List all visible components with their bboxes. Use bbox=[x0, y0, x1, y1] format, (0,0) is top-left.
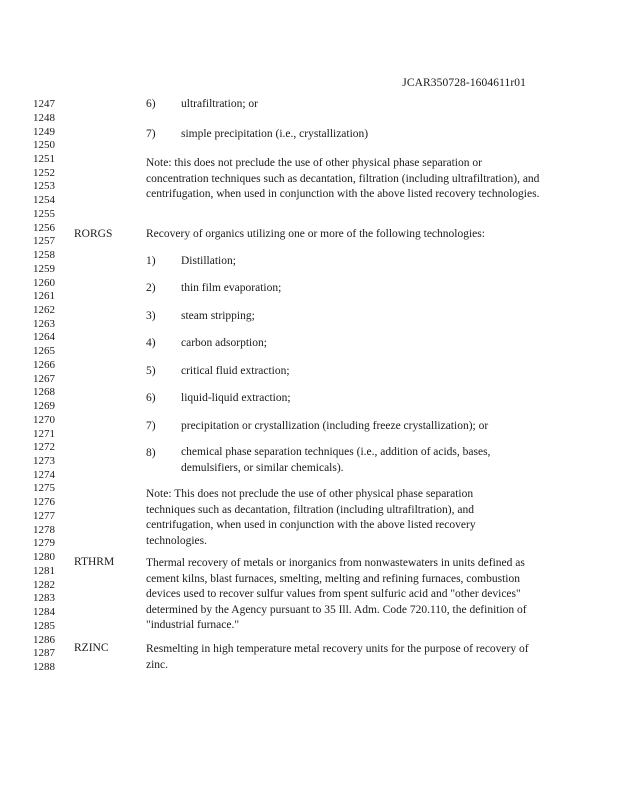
line-number: 1272 bbox=[33, 441, 55, 454]
rzinc-description: Resmelting in high temperature metal recovery units for the purpose of recovery of zinc. bbox=[146, 643, 529, 671]
line-number: 1281 bbox=[33, 564, 55, 577]
line-number: 1256 bbox=[33, 221, 55, 234]
line-number: 1280 bbox=[33, 551, 55, 564]
list-item-number: 3) bbox=[146, 310, 156, 322]
line-number: 1253 bbox=[33, 180, 55, 193]
line-number: 1285 bbox=[33, 619, 55, 632]
line-number: 1269 bbox=[33, 400, 55, 413]
line-number: 1265 bbox=[33, 345, 55, 358]
line-number: 1247 bbox=[33, 98, 55, 110]
line-number: 1283 bbox=[33, 592, 55, 605]
line-number: 1268 bbox=[33, 386, 55, 399]
line-number: 1257 bbox=[33, 235, 55, 248]
document-id: JCAR350728-1604611r01 bbox=[402, 77, 526, 89]
list-item-text: steam stripping; bbox=[181, 310, 255, 322]
list-item-text: liquid-liquid extraction; bbox=[181, 392, 291, 404]
line-number: 1260 bbox=[33, 276, 55, 289]
rthrm-description: Thermal recovery of metals or inorganics from nonwastewaters in units defined as cement kilns, blast furnaces, smelting, melting and refining furnaces, combustion devices used to recover sulfur values from spent sulfuric acid and "other devices" determined by the Agency pursuant to 35 Ill. Adm. Code 720.110, the definition of "industrial furnace." bbox=[146, 557, 527, 631]
line-number: 1286 bbox=[33, 633, 55, 646]
list-item-text: critical fluid extraction; bbox=[181, 365, 290, 377]
line-number: 1263 bbox=[33, 317, 55, 330]
line-number: 1250 bbox=[33, 139, 55, 152]
line-number: 1259 bbox=[33, 262, 55, 275]
list-item-text: thin film evaporation; bbox=[181, 282, 282, 294]
line-number: 1249 bbox=[33, 125, 55, 138]
line-number: 1248 bbox=[33, 111, 55, 124]
line-number: 1262 bbox=[33, 304, 55, 316]
line-number: 1258 bbox=[33, 249, 55, 261]
list-item-text: Distillation; bbox=[181, 255, 236, 267]
line-number: 1274 bbox=[33, 468, 55, 481]
list-item-text: ultrafiltration; or bbox=[181, 98, 258, 110]
line-number: 1261 bbox=[33, 290, 55, 303]
list-item-text: simple precipitation (i.e., crystallization) bbox=[181, 128, 369, 140]
line-number: 1282 bbox=[33, 578, 55, 591]
list-item-text: chemical phase separation techniques (i.e., addition of acids, bases, demulsifiers, or similar chemicals). bbox=[181, 446, 491, 474]
line-number: 1288 bbox=[33, 660, 55, 673]
list-item-number: 7) bbox=[146, 420, 156, 432]
line-number: 1266 bbox=[33, 358, 55, 371]
line-number: 1255 bbox=[33, 207, 55, 220]
list-item-text: carbon adsorption; bbox=[181, 337, 267, 349]
list-item-number: 6) bbox=[146, 98, 156, 110]
line-number: 1270 bbox=[33, 413, 55, 426]
line-number: 1279 bbox=[33, 537, 55, 550]
line-number: 1277 bbox=[33, 509, 55, 522]
line-number: 1251 bbox=[33, 152, 55, 165]
line-number: 1271 bbox=[33, 427, 55, 440]
code-label-rthrm: RTHRM bbox=[74, 556, 115, 568]
rorgs-intro: Recovery of organics utilizing one or more of the following technologies: bbox=[146, 228, 485, 240]
line-number: 1252 bbox=[33, 166, 55, 179]
line-number: 1287 bbox=[33, 647, 55, 660]
list-item-number: 7) bbox=[146, 128, 156, 140]
list-item-text: precipitation or crystallization (including freeze crystallization); or bbox=[181, 420, 489, 432]
line-number: 1276 bbox=[33, 496, 55, 509]
list-item-number: 5) bbox=[146, 365, 156, 377]
note-paragraph: Note: this does not preclude the use of other physical phase separation or concentration techniques such as decantation, filtration (including ultrafiltration), and centrifugation, when used in conjunction with the above listed recovery technologies. bbox=[146, 157, 540, 200]
code-label-rzinc: RZINC bbox=[74, 642, 109, 654]
line-number: 1275 bbox=[33, 482, 55, 495]
list-item-number: 1) bbox=[146, 255, 156, 267]
list-item-number: 6) bbox=[146, 392, 156, 404]
list-item-number: 2) bbox=[146, 282, 156, 294]
list-item-number: 8) bbox=[146, 447, 156, 459]
rorgs-note: Note: This does not preclude the use of other physical phase separation techniques such as decantation, filtration (including ultrafiltration), and centrifugation, when used in conjunction with the above listed recovery technologies. bbox=[146, 488, 476, 547]
line-number: 1267 bbox=[33, 372, 55, 385]
line-number: 1284 bbox=[33, 606, 55, 618]
line-number: 1264 bbox=[33, 331, 55, 344]
line-number: 1278 bbox=[33, 523, 55, 536]
list-item-number: 4) bbox=[146, 337, 156, 349]
line-number: 1254 bbox=[33, 194, 55, 207]
code-label-rorgs: RORGS bbox=[74, 228, 113, 240]
line-number: 1273 bbox=[33, 455, 55, 467]
